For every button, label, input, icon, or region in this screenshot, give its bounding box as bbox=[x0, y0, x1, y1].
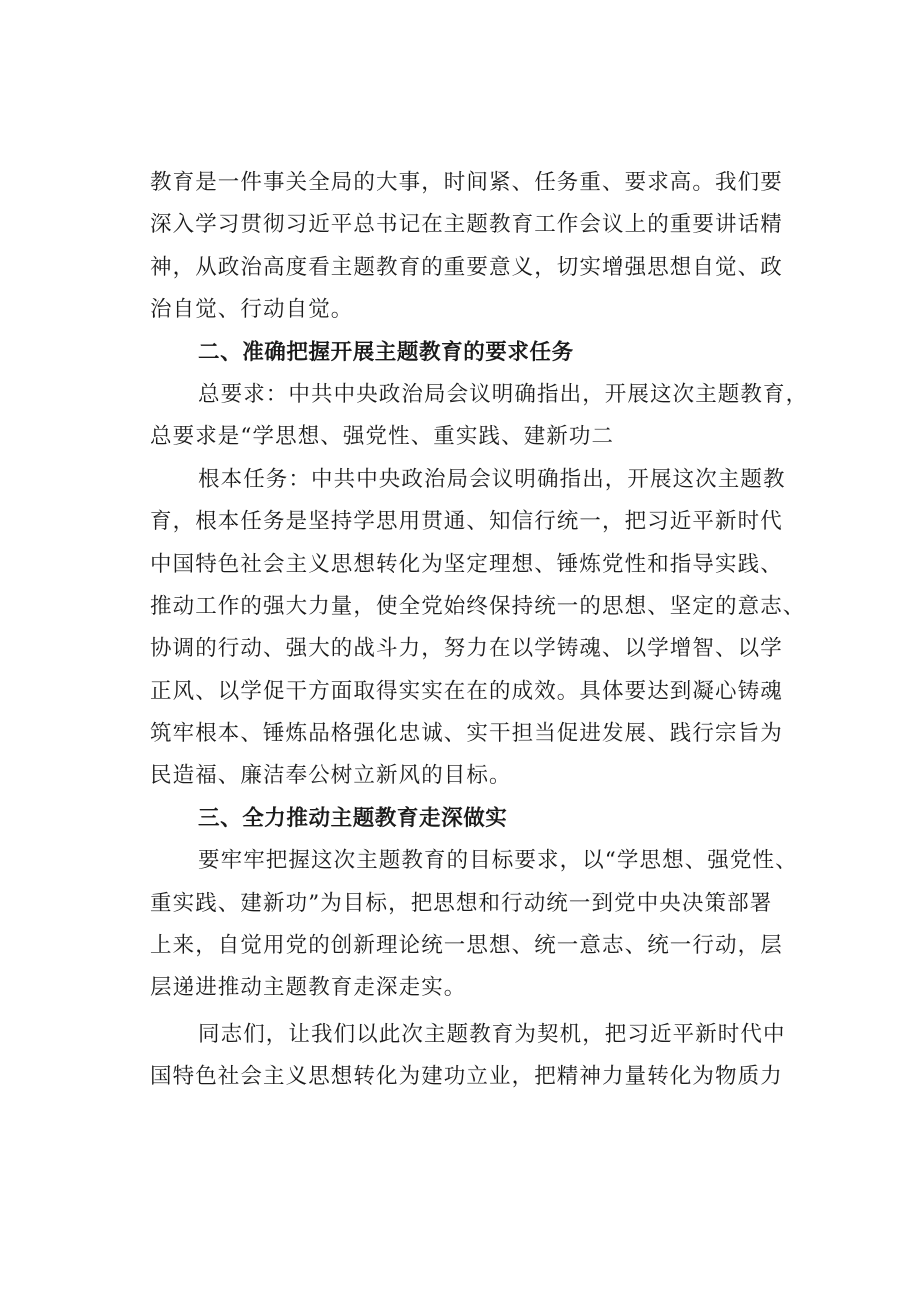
text-line: 要牢牢把握这次主题教育的目标要求，以“学思想、强党性、 bbox=[198, 848, 798, 874]
text-line: 教育是一件事关全局的大事，时间紧、任务重、要求高。我们要 bbox=[150, 170, 783, 195]
paragraph-fundamental-task bbox=[150, 459, 810, 798]
paragraph-closing bbox=[150, 1014, 810, 1099]
text-line: 育，根本任务是坚持学思用贯通、知信行统一，把习近平新时代 bbox=[150, 509, 783, 535]
paragraph-goal-requirement bbox=[150, 840, 810, 1010]
text-line: 上来，自觉用党的创新理论统一思想、统一意志、统一行动，层 bbox=[150, 933, 783, 959]
text-line: 总要求：中共中央政治局会议明确指出，开展这次主题教育， bbox=[198, 381, 809, 407]
paragraph-importance bbox=[150, 162, 810, 332]
text-line: 筑牢根本、锤炼品格强化忠诚、实干担当促进发展、践行宗旨为 bbox=[150, 721, 783, 747]
text-line: 重实践、建新功”为目标，把思想和行动统一到党中央决策部署 bbox=[150, 890, 773, 916]
text-line: 国特色社会主义思想转化为建功立业，把精神力量转化为物质力 bbox=[150, 1064, 783, 1090]
text-line: 推动工作的强大力量，使全党始终保持统一的思想、坚定的意志、 bbox=[150, 593, 806, 619]
text-line: 正风、以学促干方面取得实实在在的成效。具体要达到凝心铸魂 bbox=[150, 678, 783, 704]
text-line: 民造福、廉洁奉公树立新风的目标。 bbox=[150, 763, 512, 789]
text-line: 层递进推动主题教育走深走实。 bbox=[150, 975, 467, 1001]
text-line: 中国特色社会主义思想转化为坚定理想、锤炼党性和指导实践、 bbox=[150, 551, 783, 577]
text-line: 神，从政治高度看主题教育的重要意义，切实增强思想自觉、政 bbox=[150, 254, 783, 280]
text-line: 协调的行动、强大的战斗力，努力在以学铸魂、以学增智、以学 bbox=[150, 636, 783, 662]
text-line: 同志们，让我们以此次主题教育为契机，把习近平新时代中 bbox=[198, 1021, 786, 1047]
paragraph-general-requirement bbox=[150, 374, 810, 459]
section-heading-3: 三、全力推动主题教育走深做实 bbox=[198, 805, 508, 831]
text-line: 深入学习贯彻习近平总书记在主题教育工作会议上的重要讲话精 bbox=[150, 212, 783, 238]
text-line: 根本任务：中共中央政治局会议明确指出，开展这次主题教 bbox=[198, 466, 786, 492]
text-line: 治自觉、行动自觉。 bbox=[150, 297, 354, 323]
document-body bbox=[150, 162, 810, 1099]
text-line: 总要求是“学思想、强党性、重实践、建新功二 bbox=[150, 424, 615, 450]
section-heading-2: 二、准确把握开展主题教育的要求任务 bbox=[198, 339, 574, 365]
